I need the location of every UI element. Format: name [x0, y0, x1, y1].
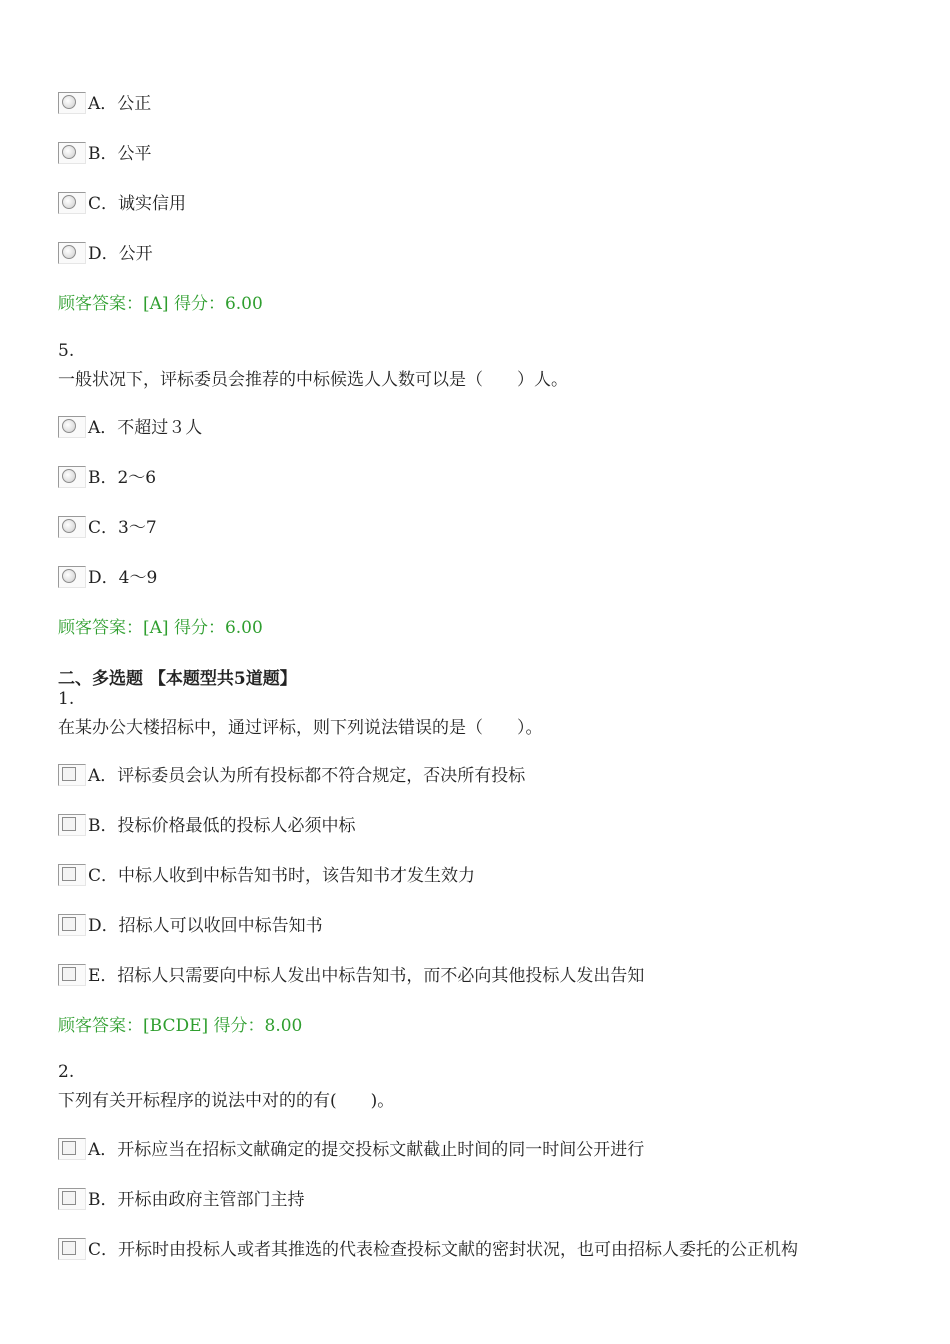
radio-button[interactable] — [58, 92, 86, 114]
m1-question-text: 在某办公大楼招标中，通过评标，则下列说法错误的是（ ）。 — [58, 718, 543, 738]
option-label: B．开标由政府主管部门主持 — [88, 1190, 305, 1210]
q5-option-c[interactable] — [58, 512, 157, 538]
q5-option-b[interactable] — [58, 462, 156, 488]
m1-option-b[interactable] — [58, 810, 356, 836]
q4-option-b[interactable] — [58, 138, 152, 164]
radio-button[interactable] — [58, 142, 86, 164]
m1-answer-score: 顾客答案：[BCDE] 得分：8.00 — [58, 1016, 303, 1036]
radio-button[interactable] — [58, 516, 86, 538]
checkbox[interactable] — [58, 1188, 86, 1210]
option-label: C．3～7 — [88, 518, 157, 538]
radio-button[interactable] — [58, 242, 86, 264]
radio-button[interactable] — [58, 416, 86, 438]
checkbox[interactable] — [58, 764, 86, 786]
option-label: D．招标人可以收回中标告知书 — [88, 916, 323, 936]
m2-question-text: 下列有关开标程序的说法中对的的有( )。 — [58, 1091, 395, 1111]
m1-option-d[interactable] — [58, 910, 323, 936]
option-label: A．评标委员会认为所有投标都不符合规定，否决所有投标 — [88, 766, 526, 786]
option-label: D．公开 — [88, 244, 153, 264]
checkbox[interactable] — [58, 914, 86, 936]
m2-option-a[interactable] — [58, 1134, 644, 1160]
checkbox[interactable] — [58, 1138, 86, 1160]
option-label: C．中标人收到中标告知书时，该告知书才发生效力 — [88, 866, 476, 886]
option-label: A．不超过３人 — [88, 418, 203, 438]
m2-option-b[interactable] — [58, 1184, 305, 1210]
q4-option-d[interactable] — [58, 238, 153, 264]
option-label: C．诚实信用 — [88, 194, 187, 214]
q4-option-a[interactable] — [58, 88, 151, 114]
option-label: D．4～9 — [88, 568, 158, 588]
radio-button[interactable] — [58, 466, 86, 488]
option-label: E．招标人只需要向中标人发出中标告知书，而不必向其他投标人发出告知 — [88, 966, 645, 986]
radio-button[interactable] — [58, 192, 86, 214]
q4-option-c[interactable] — [58, 188, 186, 214]
m1-option-c[interactable] — [58, 860, 475, 886]
option-label: A．开标应当在招标文献确定的提交投标文献截止时间的同一时间公开进行 — [88, 1140, 645, 1160]
m2-option-c[interactable] — [58, 1234, 798, 1260]
checkbox[interactable] — [58, 864, 86, 886]
q4-answer-score: 顾客答案：[A] 得分：6.00 — [58, 294, 263, 314]
q5-number: 5. — [58, 341, 75, 361]
m1-option-e[interactable] — [58, 960, 644, 986]
option-label: B．2～6 — [88, 468, 157, 488]
q5-option-a[interactable] — [58, 412, 202, 438]
radio-button[interactable] — [58, 566, 86, 588]
option-label: B．投标价格最低的投标人必须中标 — [88, 816, 356, 836]
option-label: A．公正 — [88, 94, 152, 114]
checkbox[interactable] — [58, 814, 86, 836]
m1-number: 1. — [58, 689, 75, 709]
m2-number: 2. — [58, 1062, 75, 1082]
checkbox[interactable] — [58, 1238, 86, 1260]
q5-answer-score: 顾客答案：[A] 得分：6.00 — [58, 618, 263, 638]
q5-option-d[interactable] — [58, 562, 157, 588]
q5-question-text: 一般状况下，评标委员会推荐的中标候选人人数可以是（ ）人。 — [58, 370, 568, 390]
section-title-multiple-choice: 二、多选题 【本题型共5道题】 — [58, 669, 297, 689]
option-label: C．开标时由投标人或者其推选的代表检查投标文献的密封状况，也可由招标人委托的公正机构 — [88, 1240, 799, 1260]
option-label: B．公平 — [88, 144, 152, 164]
checkbox[interactable] — [58, 964, 86, 986]
m1-option-a[interactable] — [58, 760, 525, 786]
